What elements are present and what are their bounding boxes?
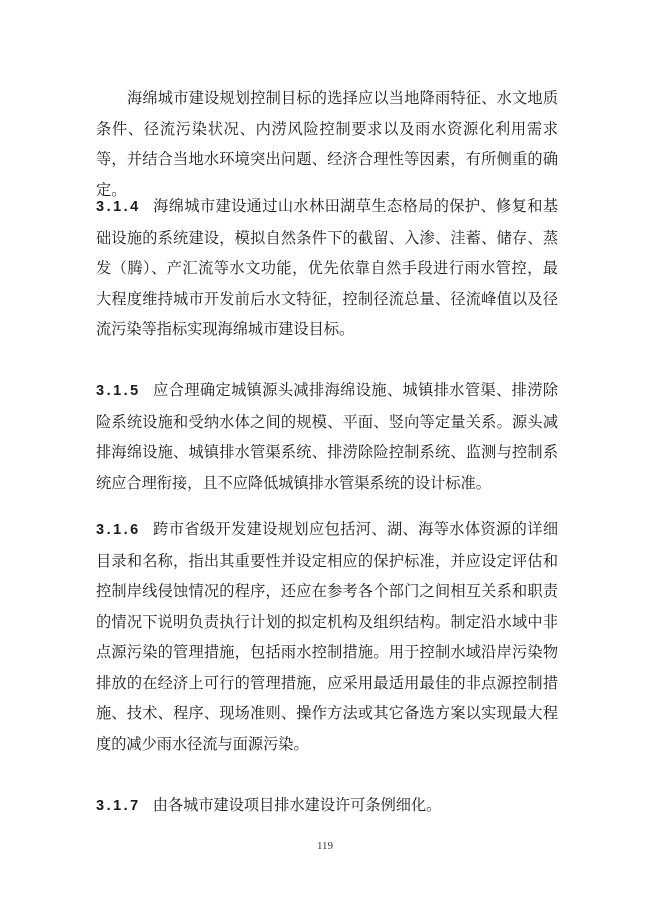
clause-number: 3.1.4 [96,199,141,215]
intro-paragraph: 海绵城市建设规划控制目标的选择应以当地降雨特征、水文地质条件、径流污染状况、内涝风险控制要求以及雨水资源化利用需求等，并结合当地水环境突出问题、经济合理性等因素，有所侧重的确定。 [96,89,558,199]
clause-text: 应合理确定城镇源头减排海绵设施、城镇排水管渠、排涝除险系统设施和受纳水体之间的规模、平面、竖向等定量关系。源头减排海绵设施、城镇排水管渠系统、排涝除险控制系统、监测与控制系统应合理衔接，且不应降低城镇排水管渠系统的设计标准。 [96,381,558,492]
clause-text: 由各城市建设项目排水建设许可条例细化。 [152,796,442,814]
clause-text: 跨市省级开发建设规划应包括河、湖、海等水体资源的详细目录和名称，指出其重要性并设定相应的保护标准，并应设定评估和控制岸线侵蚀情况的程序，还应在参考各个部门之间相互关系和职责的情况下说明负责执行计划的拟定机构及组织结构。制定沿水域中非点源污染的管理措施，包括雨水控制措施。用于控制水域沿岸污染物排放的在经济上可行的管理措施，应采用最适用最佳的非点源控制措施、技术、程序、现场准则、操作方法或其它备选方案以实现最大程度的减少雨水径流与面源污染。 [96,520,558,753]
clause-number: 3.1.6 [96,522,141,538]
clause-3-1-5 [96,375,558,498]
clause-text: 海绵城市建设通过山水林田湖草生态格局的保护、修复和基础设施的系统建设，模拟自然条件下的截留、入渗、洼蓄、储存、蒸发（腾）、产汇流等水文功能，优先依靠自然手段进行雨水管控，最大程度维持城市开发前后水文特征，控制径流总量、径流峰值以及径流污染等指标实现海绵城市建设目标。 [96,197,558,338]
page-number: 119 [316,840,334,852]
clause-number: 3.1.5 [96,383,141,399]
clause-3-1-4 [96,191,558,345]
clause-3-1-6 [96,514,558,759]
clause-3-1-7 [96,790,558,822]
clause-number: 3.1.7 [96,798,141,814]
